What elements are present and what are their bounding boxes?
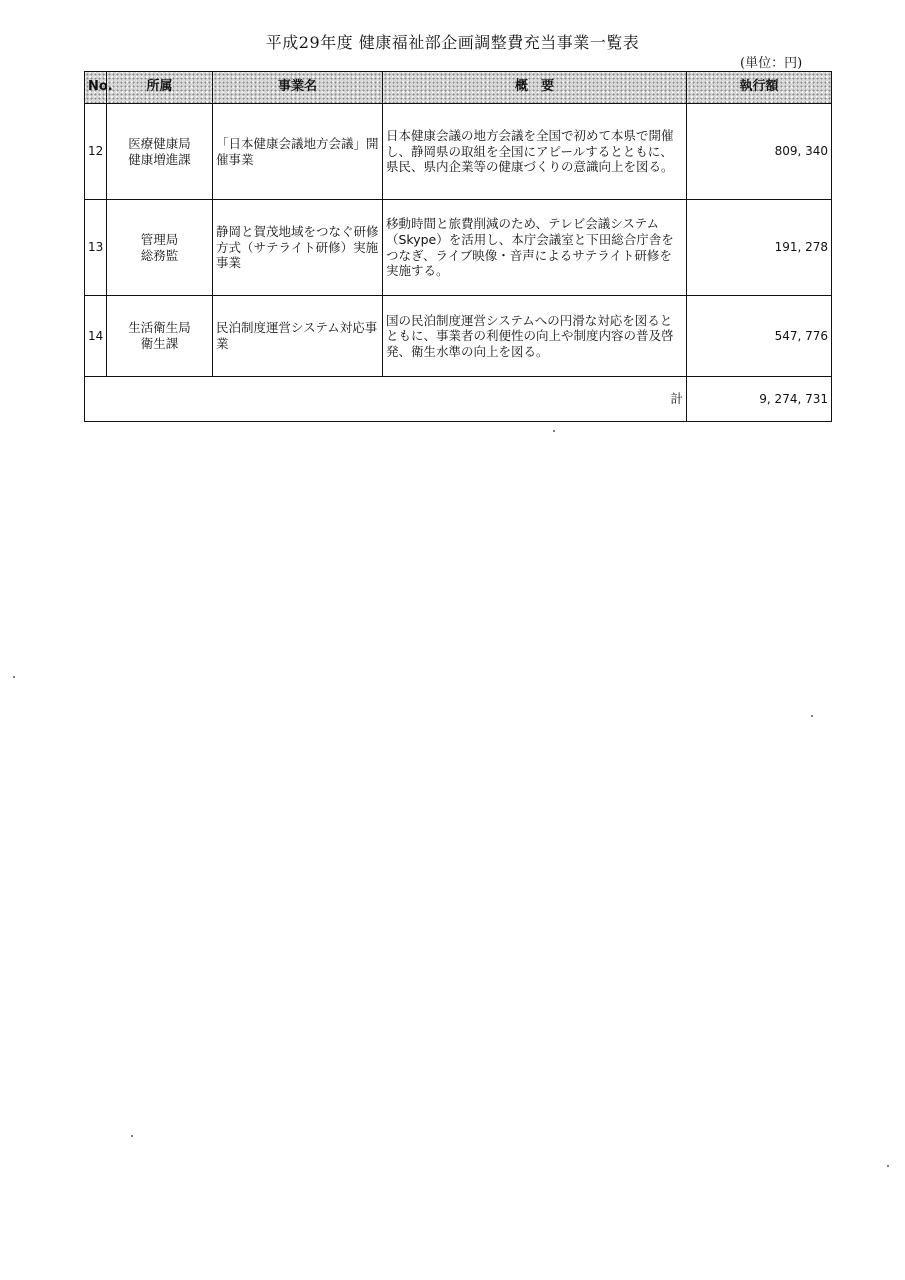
row-amount: 547, 776 [687, 296, 832, 377]
scan-speck [887, 1165, 889, 1167]
total-amount: 9, 274, 731 [687, 377, 832, 422]
row-no: 12 [85, 104, 107, 200]
row-no: 13 [85, 200, 107, 296]
department-line: 医療健康局 [128, 135, 191, 151]
table-row [85, 296, 832, 377]
scan-speck [811, 715, 813, 717]
row-amount: 191, 278 [687, 200, 832, 296]
table-row [85, 104, 832, 200]
scan-speck [553, 430, 555, 432]
header-department: 所属 [107, 72, 213, 104]
total-row [85, 377, 832, 422]
scan-speck [13, 676, 15, 678]
page-title: 平成29年度 健康福祉部企画調整費充当事業一覧表 [265, 33, 640, 52]
row-department [107, 104, 213, 200]
scan-speck [131, 1135, 133, 1137]
row-summary: 移動時間と旅費削減のため、テレビ会議システム（Skype）を活用し、本庁会議室と下田総合庁舎をつなぎ、ライブ映像・音声によるサテライト研修を実施する。 [383, 200, 687, 296]
row-project-name: 「日本健康会議地方会議」開催事業 [213, 104, 383, 200]
total-label: 計 [85, 377, 687, 422]
header-project-name: 事業名 [213, 72, 383, 104]
department-line: 衛生課 [140, 336, 179, 351]
row-summary: 日本健康会議の地方会議を全国で初めて本県で開催し、静岡県の取組を全国にアピールするとともに、県民、県内企業等の健康づくりの意識向上を図る。 [383, 104, 687, 200]
header-no: No. [85, 72, 107, 104]
department-line: 生活衛生局 [128, 320, 191, 336]
header-summary: 概 要 [383, 72, 687, 104]
department-line: 管理局 [140, 231, 179, 247]
table-header-row [85, 72, 832, 104]
project-table [84, 71, 832, 422]
row-summary: 国の民泊制度運営システムへの円滑な対応を図るとともに、事業者の利便性の向上や制度内容の普及啓発、衛生水準の向上を図る。 [383, 296, 687, 377]
department-line: 健康増進課 [128, 151, 191, 167]
row-project-name: 静岡と賀茂地域をつなぐ研修方式（サテライト研修）実施事業 [213, 200, 383, 296]
unit-label: (単位：円) [740, 56, 803, 71]
table-row [85, 200, 832, 296]
header-amount: 執行額 [687, 72, 832, 104]
row-no: 14 [85, 296, 107, 377]
department-line: 総務監 [140, 247, 179, 263]
row-department [107, 296, 213, 377]
row-project-name: 民泊制度運営システム対応事業 [213, 296, 383, 377]
row-department [107, 200, 213, 296]
row-amount: 809, 340 [687, 104, 832, 200]
